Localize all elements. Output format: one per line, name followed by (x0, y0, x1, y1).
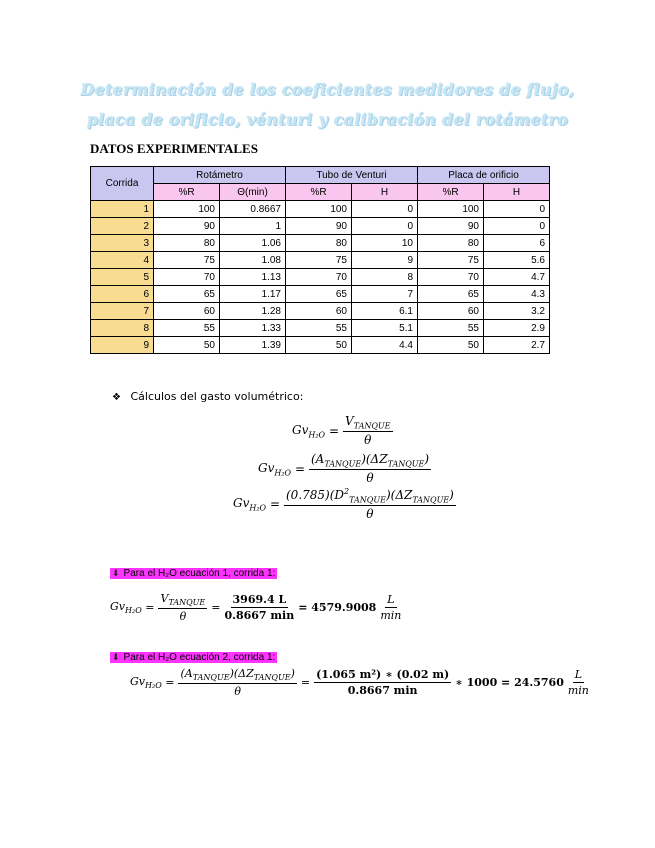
header-rotametro: Rotámetro (154, 167, 286, 184)
table-cell: 0 (352, 201, 418, 218)
table-cell: 75 (286, 252, 352, 269)
table-row (91, 201, 550, 218)
table-cell: 80 (154, 235, 220, 252)
table-cell: 0.8667 (220, 201, 286, 218)
table-cell: 0 (484, 218, 550, 235)
table-cell: 100 (418, 201, 484, 218)
formula-3: $Gv_{H_2O}$ = $\frac{(0.785)(D^2_{TANQUE})(\Delta Z_{TANQUE})}{\theta}$ (233, 487, 454, 522)
table-cell: 1 (220, 218, 286, 235)
table-cell: 1.17 (220, 286, 286, 303)
table-cell: 1.28 (220, 303, 286, 320)
highlight-ecuacion-1: ⬇ Para el H₂O ecuación 1, corrida 1: (112, 568, 276, 579)
table-cell: 65 (154, 286, 220, 303)
highlight-ecuacion-2: ⬇ Para el H₂O ecuación 2, corrida 1: (112, 652, 276, 663)
table-cell: 75 (154, 252, 220, 269)
table-cell: 65 (418, 286, 484, 303)
corrida-cell: 9 (91, 337, 154, 354)
table-cell: 50 (418, 337, 484, 354)
table-cell: 3.2 (484, 303, 550, 320)
subheader: %R (286, 184, 352, 201)
table-cell: 55 (286, 320, 352, 337)
table-cell: 60 (286, 303, 352, 320)
table-cell: 75 (418, 252, 484, 269)
bullet-calculos (112, 390, 303, 403)
table-cell: 1.08 (220, 252, 286, 269)
table-cell: 9 (352, 252, 418, 269)
section-heading: DATOS EXPERIMENTALES (90, 141, 258, 156)
header-venturi: Tubo de Venturi (286, 167, 418, 184)
calc-ecuacion-1: $Gv_{H_2O}$ = $\frac{V_{TANQUE}}{\theta}$ = $\frac{3969.4 L}{0.8667 \min}$ = 4579.9008 $\frac{L}{\min}$ (110, 592, 402, 624)
corrida-cell: 4 (91, 252, 154, 269)
table-cell: 70 (154, 269, 220, 286)
table-row (91, 269, 550, 286)
corrida-cell: 5 (91, 269, 154, 286)
table-row (91, 235, 550, 252)
table-cell: 4.3 (484, 286, 550, 303)
table-cell: 1.33 (220, 320, 286, 337)
subheader: Θ(min) (220, 184, 286, 201)
table-cell: 5.6 (484, 252, 550, 269)
formula-2: $Gv_{H_2O}$ = $\frac{(A_{TANQUE})(\Delta Z_{TANQUE})}{\theta}$ (258, 452, 430, 486)
subheader: H (484, 184, 550, 201)
table-cell: 55 (154, 320, 220, 337)
corrida-cell: 1 (91, 201, 154, 218)
document-title-line-2: placa de orificio, vénturi y calibración del rotámetro (86, 110, 569, 129)
corrida-cell: 3 (91, 235, 154, 252)
table-cell: 7 (352, 286, 418, 303)
corrida-cell: 6 (91, 286, 154, 303)
table-cell: 0 (352, 218, 418, 235)
table-cell: 90 (286, 218, 352, 235)
corrida-cell: 2 (91, 218, 154, 235)
subheader: %R (154, 184, 220, 201)
subheader: %R (418, 184, 484, 201)
table-cell: 90 (154, 218, 220, 235)
arrow-down-icon: ⬇ (112, 652, 120, 662)
corrida-cell: 8 (91, 320, 154, 337)
table-cell: 100 (154, 201, 220, 218)
table-cell: 6 (484, 235, 550, 252)
table-cell: 50 (286, 337, 352, 354)
table-cell: 2.7 (484, 337, 550, 354)
table-cell: 60 (154, 303, 220, 320)
table-cell: 1.39 (220, 337, 286, 354)
table-cell: 6.1 (352, 303, 418, 320)
table-cell: 10 (352, 235, 418, 252)
table-row (91, 218, 550, 235)
table-cell: 4.4 (352, 337, 418, 354)
table-row (91, 303, 550, 320)
table-cell: 70 (418, 269, 484, 286)
table-cell: 80 (418, 235, 484, 252)
arrow-down-icon: ⬇ (112, 568, 120, 578)
table-cell: 0 (484, 201, 550, 218)
experimental-data-table (90, 166, 550, 354)
formula-1: $Gv_{H_2O}$ = $\frac{V_{TANQUE}}{\theta}$ (292, 414, 391, 448)
diamond-bullet-icon: ❖ (112, 392, 121, 403)
subheader: H (352, 184, 418, 201)
bullet-text: Cálculos del gasto volumétrico: (130, 390, 304, 403)
table-row (91, 286, 550, 303)
table-cell: 8 (352, 269, 418, 286)
header-placa-orificio: Placa de orificio (418, 167, 550, 184)
table-cell: 2.9 (484, 320, 550, 337)
table-row (91, 252, 550, 269)
table-cell: 60 (418, 303, 484, 320)
table-cell: 50 (154, 337, 220, 354)
table-cell: 80 (286, 235, 352, 252)
header-corrida: Corrida (91, 167, 154, 201)
table-cell: 55 (418, 320, 484, 337)
table-row (91, 337, 550, 354)
table-cell: 100 (286, 201, 352, 218)
table-cell: 70 (286, 269, 352, 286)
table-cell: 65 (286, 286, 352, 303)
table-cell: 90 (418, 218, 484, 235)
corrida-cell: 7 (91, 303, 154, 320)
table-cell: 4.7 (484, 269, 550, 286)
calc-ecuacion-2: $Gv_{H_2O}$ = $\frac{(A_{TANQUE})(\Delta Z_{TANQUE})}{\theta}$ = $\frac{\text{(1.065 m²) ∗ (0.02 m)}}{0.8667 \min}$ ∗ 1000 = 24.5760 $\frac{L}{\min}$ (130, 667, 589, 699)
document-title-line-1: Determinación de los coeficientes medidores de flujo, (80, 80, 575, 99)
table-cell: 5.1 (352, 320, 418, 337)
table-cell: 1.06 (220, 235, 286, 252)
table-cell: 1.13 (220, 269, 286, 286)
table-row (91, 320, 550, 337)
